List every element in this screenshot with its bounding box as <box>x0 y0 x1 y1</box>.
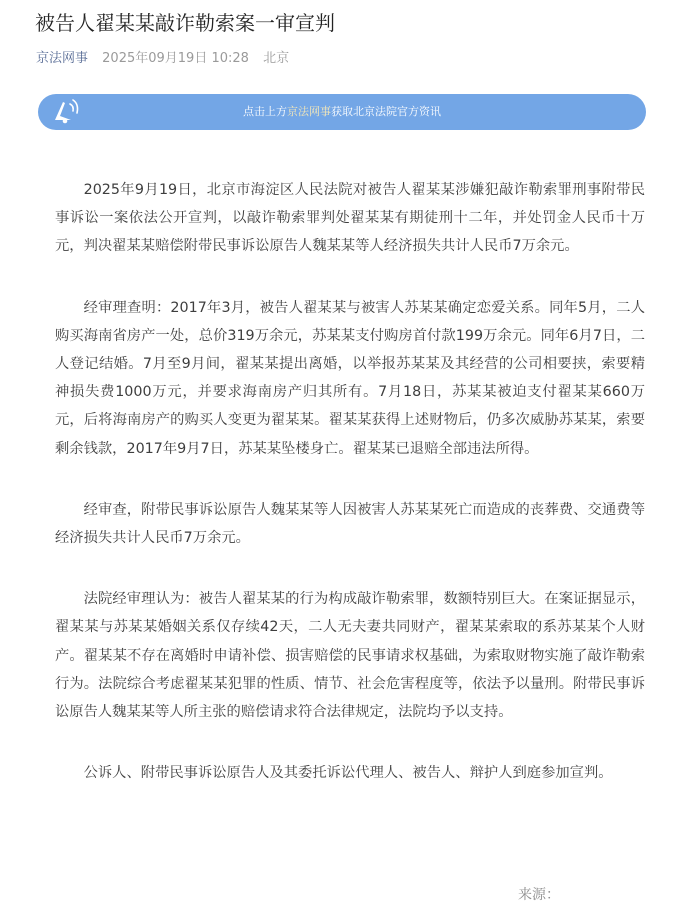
follow-banner[interactable] <box>38 94 646 130</box>
paragraph-facts: 经审理查明：2017年3月，被告人翟某某与被害人苏某某确定恋爱关系。同年5月，二人购买海南省房产一处，总价319万余元，苏某某支付购房首付款199万余元。同年6月7日，二人登记结婚。7月至9月间，翟某某提出离婚，以举报苏某某及其经营的公司相要挟，索要精神损失费1000万元，并要求海南房产归其所有。7月18日，苏某某被迫支付翟某某660万元，后将海南房产的购买人变更为翟某某。翟某某获得上述财物后，仍多次威胁苏某某，索要剩余钱款，2017年9月7日，苏某某坠楼身亡。翟某某已退赔全部违法所得。 <box>55 299 645 457</box>
banner-account-highlight: 京法网事 <box>287 105 331 118</box>
paragraph-verdict: 2025年9月19日，北京市海淀区人民法院对被告人翟某某涉嫌犯敲诈勒索罪刑事附带民事诉讼一案依法公开宣判，以敲诈勒索罪判处翟某某有期徒刑十二年，并处罚金人民币十万元，判决翟某某赔偿附带民事诉讼原告人魏某某等人经济损失共计人民币7万余元。 <box>55 182 645 255</box>
banner-text: 点击上方京法网事获取北京法院官方资讯 <box>243 105 441 118</box>
paragraph-attendance: 公诉人、附带民事诉讼原告人及其委托诉讼代理人、被告人、辩护人到庭参加宣判。 <box>83 765 613 782</box>
article-body <box>55 176 645 820</box>
article-meta <box>36 50 289 68</box>
paragraph-civil-claim: 经审查，附带民事诉讼原告人魏某某等人因被害人苏某某死亡而造成的丧葬费、交通费等经济损失共计人民币7万余元。 <box>55 501 645 547</box>
article-title: 被告人翟某某敲诈勒索案一审宣判 <box>35 11 335 35</box>
publish-date: 2025年09月19日 10:28 <box>102 51 249 66</box>
source-label: 来源： <box>518 887 560 903</box>
account-name-link[interactable]: 京法网事 <box>36 51 89 66</box>
paragraph-court-opinion: 法院经审理认为：被告人翟某某的行为构成敲诈勒索罪，数额特别巨大。在案证据显示，翟某某与苏某某婚姻关系仅存续42天，二人无夫妻共同财产，翟某某索取的系苏某某个人财产。翟某某不存在离婚时申请补偿、损害赔偿的民事请求权基础，为索取财物实施了敲诈勒索行为。法院综合考虑翟某某犯罪的性质、情节、社会危害程度等，依法予以量刑。附带民事诉讼原告人魏某某等人所主张的赔偿请求符合法律规定，法院均予以支持。 <box>55 591 645 721</box>
bell-icon <box>52 98 82 126</box>
publish-location: 北京 <box>263 51 290 66</box>
